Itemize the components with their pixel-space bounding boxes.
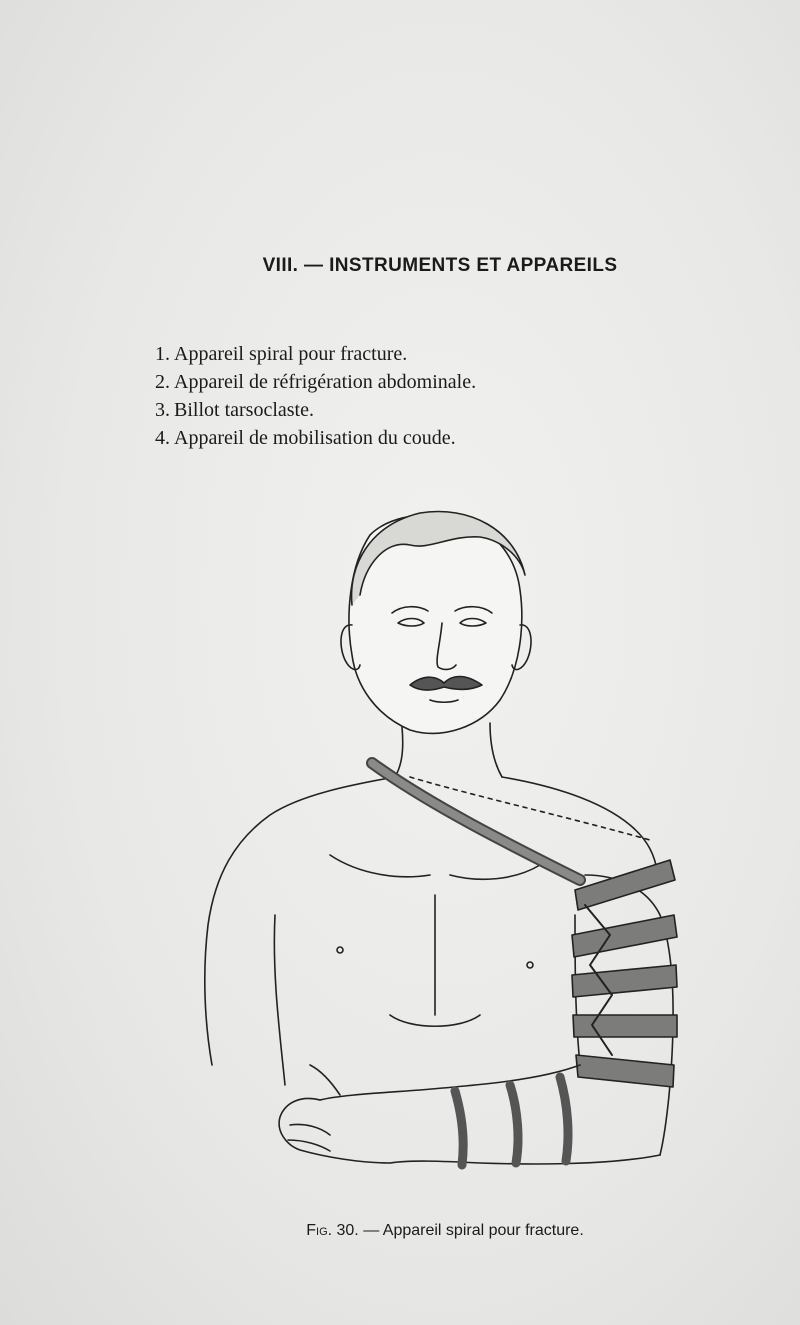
spiral-splint-drawing <box>180 495 700 1185</box>
list-item <box>140 368 476 396</box>
item-number: 4. <box>155 427 170 449</box>
caption-text: — Appareil spiral pour fracture. <box>358 1222 584 1239</box>
item-number: 3. <box>155 399 170 421</box>
item-label: Appareil spiral pour fracture. <box>174 343 408 365</box>
figure-illustration <box>180 495 700 1185</box>
figure-label: Fig. 30. <box>306 1222 359 1239</box>
item-number: 2. <box>155 371 170 393</box>
section-title: VIII. — INSTRUMENTS ET APPAREILS <box>262 255 618 276</box>
item-label: Appareil de mobilisation du coude. <box>174 427 456 449</box>
list-item <box>140 340 476 368</box>
instrument-list <box>140 340 476 452</box>
list-item <box>140 424 476 452</box>
item-label: Billot tarsoclaste. <box>174 399 314 421</box>
figure-caption <box>0 1222 800 1240</box>
item-number: 1. <box>155 343 170 365</box>
list-item <box>140 396 476 424</box>
item-label: Appareil de réfrigération abdominale. <box>174 371 477 393</box>
